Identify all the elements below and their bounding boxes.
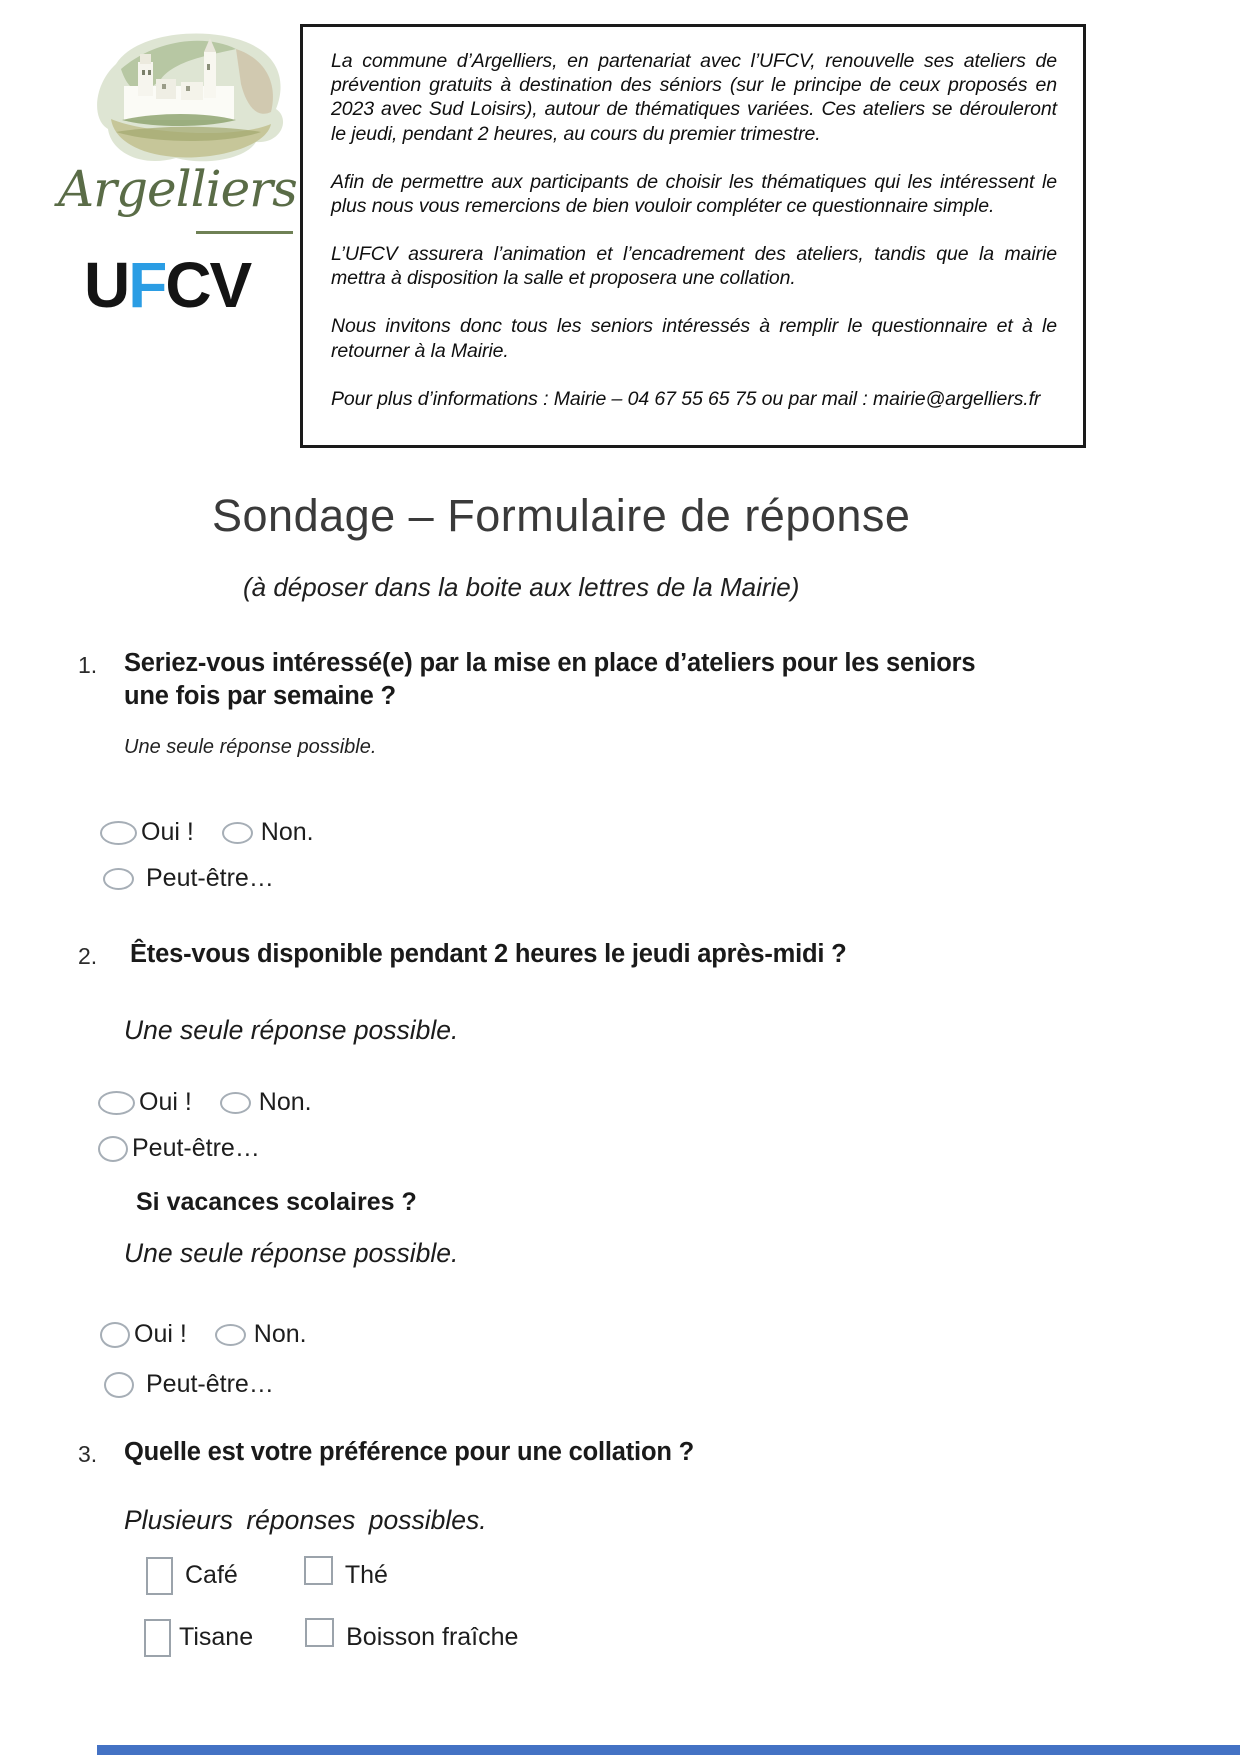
intro-paragraph: Pour plus d’informations : Mairie – 04 67 55 65 75 ou par mail : mairie@argelliers.fr [331,387,1041,410]
radio-q1-non[interactable] [222,822,253,844]
question-3-number: 3. [78,1441,98,1467]
question-1-number: 1. [78,652,98,678]
bottom-page-border [97,1745,1240,1755]
radio-label-q1-oui: Oui ! [141,818,194,846]
ufcv-logo [84,248,250,322]
radio-q2-peut-etre[interactable] [98,1136,128,1162]
radio-label-q1-peut-etre: Peut-être… [146,864,274,892]
checkbox-label-boisson-fraiche: Boisson fraîche [346,1623,519,1651]
intro-box [300,24,1086,448]
question-1-text: Seriez-vous intéressé(e) par la mise en place d’ateliers pour les seniors une fois par semaine ? [124,649,976,710]
question-2-sub-options-row-2 [104,1370,274,1399]
question-2-options-row-2 [98,1134,260,1163]
question-2-text: Êtes-vous disponible pendant 2 heures le jeudi après-midi ? [130,940,847,968]
radio-label-q2sub-oui: Oui ! [134,1320,187,1348]
checkbox-label-the: Thé [344,1561,388,1589]
question-3-text: Quelle est votre préférence pour une collation ? [124,1438,694,1466]
question-2-sub-hint: Une seule réponse possible. [124,1238,459,1268]
intro-paragraph: La commune d’Argelliers, en partenariat avec l’UFCV, renouvelle ses ateliers de prévention gratuits à destination des séniors (sur le principe de ceux proposés en 2023 avec Sud Loisirs), autour de thématiques variées. Ces ateliers se dérouleront le jeudi, pendant 2 heures, au cours du premier trimestre. [331,50,1057,145]
question-2-sub-text: Si vacances scolaires ? [136,1188,417,1216]
ufcv-letter-f: F [128,249,166,321]
radio-q2sub-non[interactable] [215,1324,246,1346]
question-3-hint: Plusieurs réponses possibles. [124,1505,487,1535]
intro-paragraph: Nous invitons donc tous les seniors intéressés à remplir le questionnaire et à le retourner à la Mairie. [331,315,1057,362]
radio-label-q2-oui: Oui ! [139,1088,192,1116]
radio-q2-non[interactable] [220,1092,251,1114]
radio-q2sub-peut-etre[interactable] [104,1372,134,1398]
checkbox-the[interactable] [304,1556,333,1585]
question-2-options-row-1 [98,1088,312,1117]
radio-q2sub-oui[interactable] [100,1322,130,1348]
radio-q1-oui[interactable] [100,821,137,845]
argelliers-underline [196,231,293,234]
question-1-options-row-1 [100,818,314,847]
radio-label-q2-peut-etre: Peut-être… [132,1134,260,1162]
radio-q2-oui[interactable] [98,1091,135,1115]
checkbox-label-cafe: Café [185,1561,238,1589]
checkbox-boisson-fraiche[interactable] [305,1618,334,1647]
question-2-number: 2. [78,943,98,969]
argelliers-village-logo [86,24,292,170]
intro-paragraph: L’UFCV assurera l’animation et l’encadrement des ateliers, tandis que la mairie mettra à disposition la salle et proposera une collation. [331,243,1057,290]
ufcv-letter-u: U [84,249,129,321]
question-1-options-row-2 [103,864,274,893]
radio-q1-peut-etre[interactable] [103,868,134,890]
question-3-options-row-2 [144,1618,518,1657]
radio-label-q2sub-non: Non. [253,1320,307,1348]
page-subtitle: (à déposer dans la boite aux lettres de la Mairie) [243,572,800,602]
checkbox-cafe[interactable] [146,1557,173,1595]
question-3-options-row-1 [146,1556,388,1595]
checkbox-tisane[interactable] [144,1619,171,1657]
question-2-sub-options-row-1 [100,1320,307,1349]
radio-label-q1-non: Non. [260,818,314,846]
argelliers-wordmark: Argelliers [58,160,297,218]
checkbox-label-tisane: Tisane [179,1623,254,1651]
page-title: Sondage – Formulaire de réponse [212,490,911,541]
radio-label-q2-non: Non. [258,1088,312,1116]
intro-paragraph: Afin de permettre aux participants de choisir les thématiques qui les intéressent le plus nous vous remercions de bien vouloir compléter ce questionnaire simple. [331,170,1057,217]
ufcv-letters-cv: CV [165,249,251,321]
question-2-hint: Une seule réponse possible. [124,1015,459,1045]
radio-label-q2sub-peut-etre: Peut-être… [146,1370,274,1398]
question-1-hint: Une seule réponse possible. [124,736,377,758]
